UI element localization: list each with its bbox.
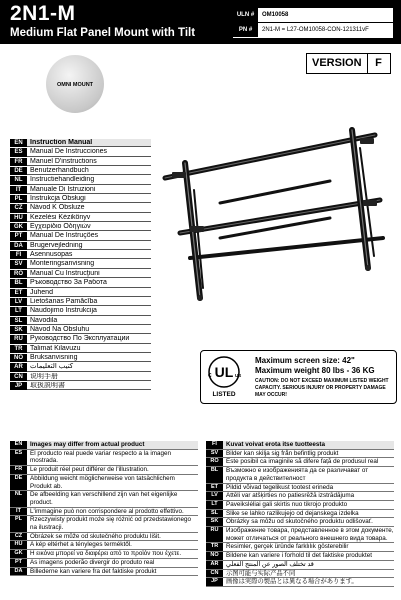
uln-row [233,8,393,23]
language-text: Návod Na Obsluhu [27,326,151,334]
disclaimer-row [10,533,198,542]
disclaimer-text: 示图可能与实际产品不同 [226,569,296,577]
disclaimer-row [206,543,394,552]
language-row [10,214,151,223]
disclaimer-text: قد تختلف الصور عن المنتج الفعلي [226,560,314,568]
disclaimer-row [206,578,394,587]
language-code: CN [10,373,27,381]
language-text: Εγχειρίδιο Οδηγιών [27,223,151,231]
disclaimer-code: SL [206,510,223,518]
mount-bracket-illustration [160,108,390,318]
disclaimer-code: JP [206,578,223,586]
language-text: Asennusopas [27,251,151,259]
disclaimer-text: Le produit réel peut différer de l'illustration. [30,466,149,474]
caution-text: CAUTION: DO NOT EXCEED MAXIMUM LISTED WEIGHT CAPACITY. SERIOUS INJURY OR PROPERTY DAMAGE MAY OCCUR! [255,378,389,398]
product-subtitle: Medium Flat Panel Mount with Tilt [10,27,196,39]
version-box [306,53,391,74]
disclaimer-code: ET [206,484,223,492]
language-code: IT [10,186,27,194]
language-row [10,326,151,335]
pn-label: PN # [233,23,258,37]
disclaimer-row [206,467,394,483]
ul-listed: LISTED [212,391,236,398]
language-row [10,335,151,344]
language-row [10,167,151,176]
disclaimer-row [10,466,198,475]
pn-value: 2N1-M = L27-OM10058-CON-121311vF [262,27,369,33]
disclaimer-text: 画像は実際の製品とは異なる場合があります。 [226,578,358,586]
language-code: PT [10,232,27,240]
language-code: AR [10,363,27,371]
language-row [10,176,151,185]
disclaimer-row [10,491,198,507]
language-row [10,354,151,363]
language-text: Instructiehandleiding [27,176,151,184]
disclaimer-code: PL [10,516,27,531]
language-row [10,139,151,148]
language-row [10,242,151,251]
disclaimer-code: CN [206,570,223,578]
language-code: CZ [10,204,27,212]
disclaimer-row [10,441,198,450]
language-list [10,139,151,391]
disclaimer-column-left [10,441,198,576]
disclaimer-code: AR [206,561,223,569]
language-text: Talimat Kilavuzu [27,345,151,353]
language-code: FI [10,251,27,259]
language-row [10,158,151,167]
disclaimer-code: LT [206,501,223,509]
disclaimer-row [206,570,394,579]
language-text: Instruction Manual [27,139,151,147]
language-code: ES [10,148,27,156]
language-text: Manual Cu Instrucţiuni [27,270,151,278]
disclaimer-row [206,458,394,467]
language-code: EN [10,139,27,147]
disclaimer-code: DE [10,475,27,490]
disclaimer-column-right [206,441,394,587]
language-text: Navodila [27,317,151,325]
disclaimer-row [10,541,198,550]
disclaimer-code: BL [206,467,223,482]
language-text: Руководство По Эксплуатации [27,335,151,343]
disclaimer-text: Obrázky sa môžu od skutočného produktu odlišovať. [226,518,373,526]
disclaimer-text: Resimler, gerçek üründe farklılık gösterebilir [226,543,349,551]
language-code: SV [10,260,27,268]
disclaimer-text: L'immagine può non corrispondere al prodotto effettivo. [30,507,184,515]
language-row [10,307,151,316]
language-text: Kezelési Kézikönyv [27,214,151,222]
disclaimer-code: ES [10,450,27,465]
disclaimer-row [206,561,394,570]
language-row [10,260,151,269]
language-code: SK [10,326,27,334]
language-code: TR [10,345,27,353]
language-row [10,298,151,307]
language-code: GK [10,223,27,231]
language-text: Lietošanas Pamācība [27,298,151,306]
disclaimer-code: FR [10,466,27,474]
ul-us: US [235,373,242,378]
disclaimer-row [206,510,394,519]
language-row [10,373,151,382]
disclaimer-row [206,501,394,510]
disclaimer-row [206,492,394,501]
disclaimer-text: Este posibil ca imaginile să difere față de produsul real [226,458,379,466]
language-text: Juhend [27,289,151,297]
language-text: Manual De Instruções [27,232,151,240]
disclaimer-text: A kép eltérhet a tényleges terméktől. [30,541,132,549]
disclaimer-row [206,527,394,543]
pn-row [233,23,393,37]
disclaimer-row [206,441,394,450]
disclaimer-text: El producto real puede variar respecto a la imagen mostrada. [30,449,172,465]
language-row [10,232,151,241]
language-code: DA [10,242,27,250]
disclaimer-row [206,518,394,527]
disclaimer-row [10,568,198,577]
disclaimer-row [10,450,198,466]
header-bar [0,0,401,44]
disclaimer-text: Billederne kan variere fra det faktiske produkt [30,567,157,575]
uln-label: ULN # [233,8,258,22]
ul-mark: UL [214,364,234,380]
disclaimer-code: RO [206,458,223,466]
language-row [10,223,151,232]
disclaimer-row [10,508,198,517]
disclaimer-text: As imagens poderão divergir do produto real [30,558,155,566]
disclaimer-row [206,450,394,459]
language-code: NO [10,354,27,362]
disclaimer-text: Obrázek se může od skutečného produktu lišit. [30,532,161,540]
language-row [10,289,151,298]
language-row [10,317,151,326]
id-box [232,7,394,39]
language-text: Benutzerhandbuch [27,167,151,175]
language-text: Naudojimo Instrukcija [27,307,151,315]
disclaimer-row [206,552,394,561]
disclaimer-row [10,559,198,568]
language-code: JP [10,382,27,390]
language-text: Instrukcja Obsługi [27,195,151,203]
model-number: 2N1-M [10,2,76,25]
disclaimer-text: Attēli var atšķirties no patiesrēžā izstrādājuma [226,492,355,500]
disclaimer-text: Rzeczywisty produkt może się różnić od przedstawionego na ilustracji. [30,516,191,532]
logo-text: OMNI MOUNT [56,82,94,88]
ul-listed-icon [205,355,243,399]
ul-c: C [208,373,212,379]
language-text: Manuel D'instructions [27,158,151,166]
disclaimer-code: SK [206,518,223,526]
version-label: VERSION [307,54,368,73]
disclaimer-text: De afbeelding kan verschillend zijn van het eigenlijke product. [30,491,178,506]
language-code: RU [10,335,27,343]
language-text: Návod K Obsluze [27,204,151,212]
disclaimer-text: Slike se lahko razlikujejo od dejanskega izdelka [226,509,359,517]
language-row [10,186,151,195]
disclaimer-section [10,441,394,598]
language-code: NL [10,176,27,184]
disclaimer-code: PT [10,559,27,567]
disclaimer-row [10,516,198,532]
language-row [10,279,151,288]
language-row [10,363,151,372]
disclaimer-code: CZ [10,533,27,541]
disclaimer-code: FI [206,441,223,449]
uln-value: OM10058 [262,12,289,18]
disclaimer-code: SV [206,450,223,458]
language-code: PL [10,195,27,203]
disclaimer-text: Η εικόνα μπορεί να διαφέρει από το προϊόν που έχετε. [30,550,182,558]
language-text: كتيب التعليمات [27,363,151,371]
disclaimer-text: Images may differ from actual product [27,441,198,449]
disclaimer-row [10,475,198,491]
disclaimer-row [10,550,198,559]
language-code: FR [10,158,27,166]
disclaimer-code: NO [206,552,223,560]
omnimount-logo [46,55,104,113]
disclaimer-text: Pildid võivad tegelikust tootest erineda [226,483,334,491]
language-code: DE [10,167,27,175]
language-text: 说明手册 [27,373,151,381]
version-value: F [375,57,382,69]
specs-box [200,350,397,404]
disclaimer-text: Kuvat voivat erota itse tuotteesta [223,441,394,449]
disclaimer-text: Bilder kan skilja sig från befintlig produkt [226,449,339,457]
language-row [10,345,151,354]
disclaimer-code: RU [206,527,223,542]
disclaimer-row [206,484,394,493]
language-text: Ръководство За Работа [27,279,151,287]
language-row [10,382,151,391]
max-weight: Maximum weight 80 lbs - 36 KG [255,366,375,375]
language-text: Bruksanvisning [27,354,151,362]
disclaimer-code: IT [10,508,27,516]
disclaimer-text: Bildene kan variere i forhold til det faktiske produktet [226,552,372,560]
disclaimer-code: GK [10,550,27,558]
language-code: RO [10,270,27,278]
language-code: LT [10,307,27,315]
disclaimer-text: Paveikslėliai gali skirtis nuo tikrojo produkto [226,500,348,508]
disclaimer-text: Изображение товара, представленное в этом документе, может отличаться от реального внешнего вида товара. [226,527,394,542]
language-text: Brugervejledning [27,242,151,250]
language-text: Monteringsanvisning [27,260,151,268]
language-code: SL [10,317,27,325]
disclaimer-code: LV [206,492,223,500]
language-code: ET [10,289,27,297]
disclaimer-code: EN [10,441,27,449]
language-row [10,251,151,260]
language-row [10,195,151,204]
language-row [10,148,151,157]
language-code: LV [10,298,27,306]
max-screen-size: Maximum screen size: 42" [255,356,355,365]
language-row [10,270,151,279]
disclaimer-code: HU [10,541,27,549]
language-code: HU [10,214,27,222]
language-code: BL [10,279,27,287]
disclaimer-code: DA [10,568,27,576]
language-row [10,204,151,213]
language-text: Manuale Di Istruzioni [27,186,151,194]
disclaimer-text: Abbildung weicht möglicherweise von tatsächlichem Produkt ab. [30,474,175,490]
disclaimer-code: NL [10,491,27,506]
language-text: Manual De Instrucciones [27,148,151,156]
disclaimer-code: TR [206,543,223,551]
disclaimer-text: Възможно е изображенията да се различават от продукта в действителност [226,467,369,482]
language-text: 取扱説明書 [27,382,151,390]
